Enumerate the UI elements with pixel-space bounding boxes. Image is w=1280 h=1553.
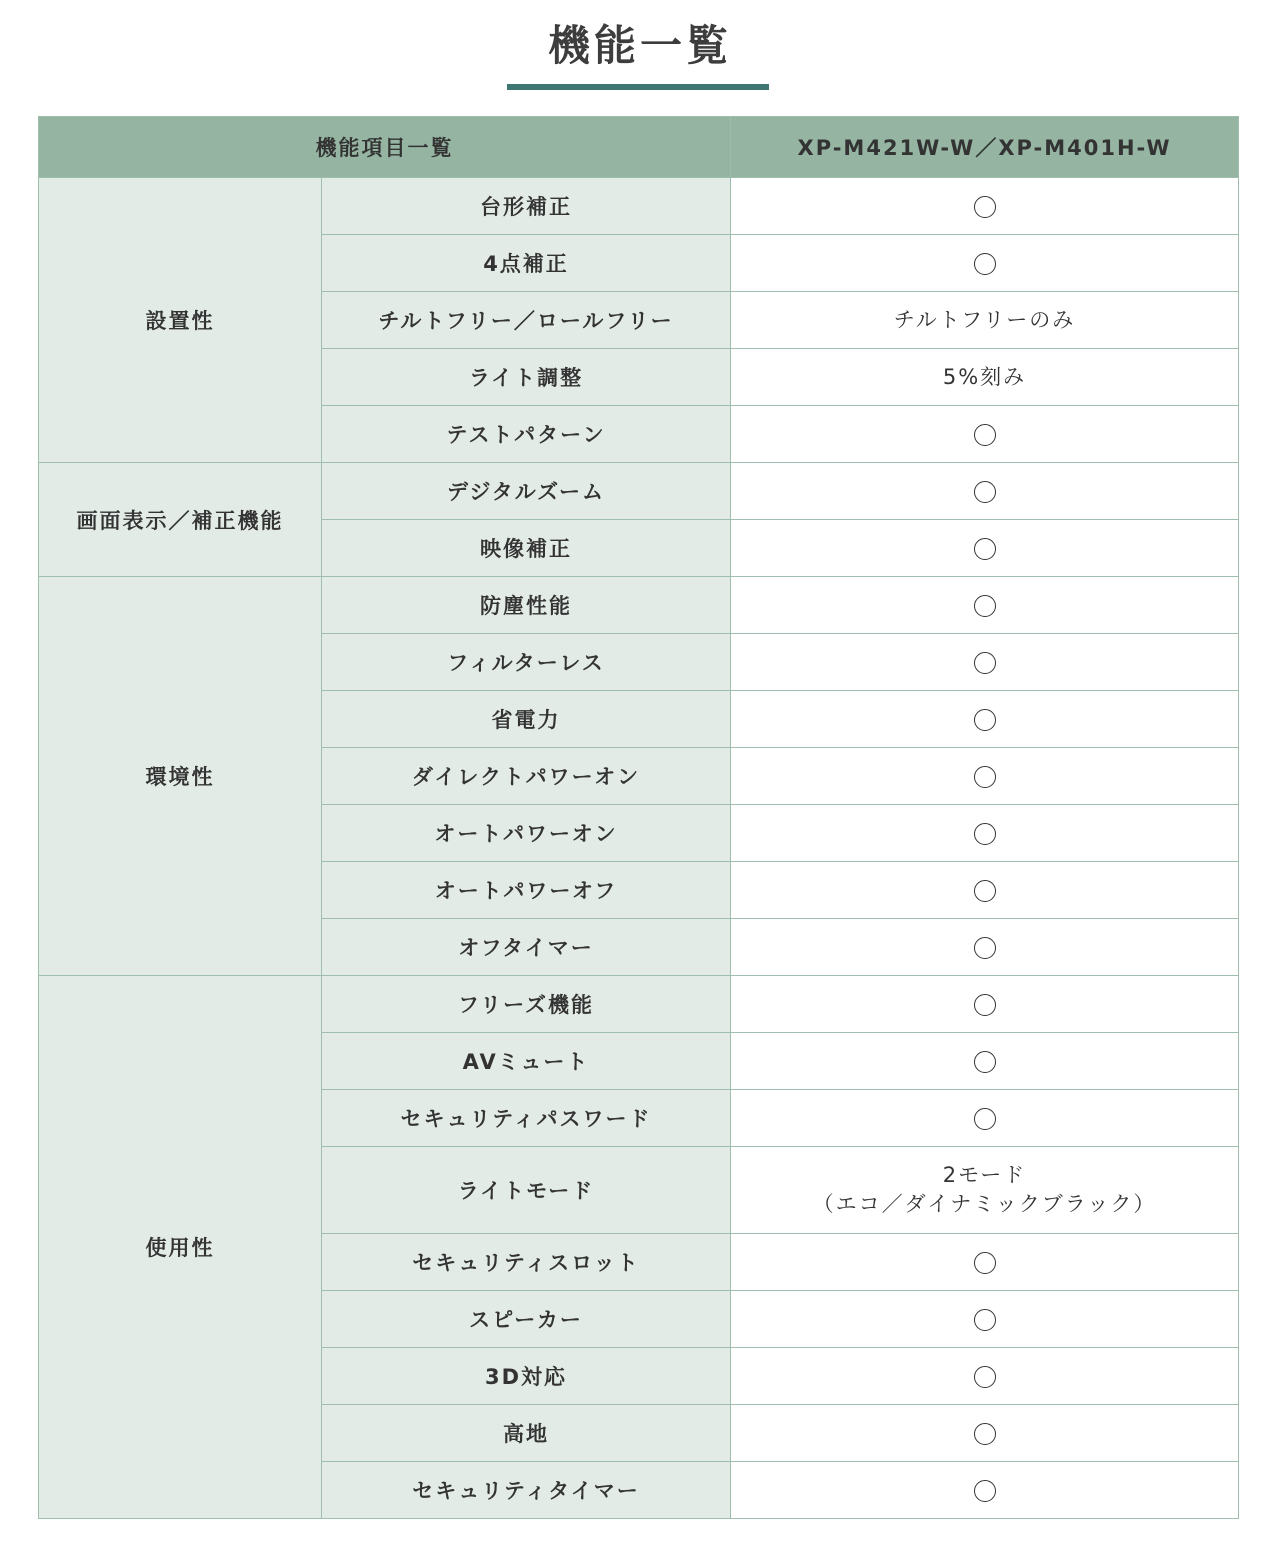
feature-value-cell	[731, 1033, 1239, 1090]
feature-value-cell	[731, 235, 1239, 292]
category-cell: 画面表示／補正機能	[39, 463, 322, 577]
supported-circle-icon	[974, 481, 996, 503]
feature-name-cell: オートパワーオフ	[322, 862, 731, 919]
feature-value-text: チルトフリーのみ	[893, 307, 1076, 332]
header-model: XP-M421W-W／XP-M401H-W	[731, 117, 1239, 178]
supported-circle-icon	[974, 1423, 996, 1445]
feature-name-cell: ダイレクトパワーオン	[322, 748, 731, 805]
feature-name-cell: フリーズ機能	[322, 976, 731, 1033]
supported-circle-icon	[974, 766, 996, 788]
feature-name-cell: 省電力	[322, 691, 731, 748]
supported-circle-icon	[974, 1309, 996, 1331]
supported-circle-icon	[974, 253, 996, 275]
feature-name-cell: オートパワーオン	[322, 805, 731, 862]
feature-value-cell	[731, 919, 1239, 976]
feature-table	[38, 116, 1239, 1519]
feature-name-cell: 高地	[322, 1405, 731, 1462]
title-underline	[507, 84, 769, 90]
feature-value-cell	[731, 634, 1239, 691]
supported-circle-icon	[974, 994, 996, 1016]
feature-name-cell: 映像補正	[322, 520, 731, 577]
supported-circle-icon	[974, 424, 996, 446]
supported-circle-icon	[974, 1366, 996, 1388]
feature-value-cell	[731, 1090, 1239, 1147]
supported-circle-icon	[974, 1051, 996, 1073]
feature-value-cell	[731, 292, 1239, 349]
feature-value-text-line2: （エコ／ダイナミックブラック）	[812, 1192, 1157, 1216]
supported-circle-icon	[974, 823, 996, 845]
table-header-row	[39, 117, 1239, 178]
feature-value-cell	[731, 463, 1239, 520]
feature-value-cell	[731, 406, 1239, 463]
feature-value-cell	[731, 1405, 1239, 1462]
category-cell: 設置性	[39, 178, 322, 463]
header-feature-items: 機能項目一覧	[39, 117, 731, 178]
feature-name-cell: ライトモード	[322, 1147, 731, 1234]
table-row	[39, 577, 1239, 634]
feature-name-cell: フィルターレス	[322, 634, 731, 691]
feature-name-cell: セキュリティパスワード	[322, 1090, 731, 1147]
table-body	[39, 178, 1239, 1519]
feature-name-cell: スピーカー	[322, 1291, 731, 1348]
feature-value-cell	[731, 520, 1239, 577]
feature-name-cell: テストパターン	[322, 406, 731, 463]
supported-circle-icon	[974, 880, 996, 902]
feature-value-cell	[731, 691, 1239, 748]
title-area	[0, 0, 1280, 74]
page-title: 機能一覧	[547, 21, 732, 70]
supported-circle-icon	[974, 709, 996, 731]
supported-circle-icon	[974, 595, 996, 617]
feature-name-cell: セキュリティタイマー	[322, 1462, 731, 1519]
feature-value-cell	[731, 178, 1239, 235]
supported-circle-icon	[974, 538, 996, 560]
feature-value-cell	[731, 577, 1239, 634]
table-row	[39, 463, 1239, 520]
table-row	[39, 976, 1239, 1033]
feature-value-cell	[731, 862, 1239, 919]
feature-name-cell: 防塵性能	[322, 577, 731, 634]
feature-value-cell	[731, 805, 1239, 862]
feature-value-cell	[731, 349, 1239, 406]
supported-circle-icon	[974, 937, 996, 959]
feature-value-cell	[731, 1291, 1239, 1348]
feature-name-cell: ライト調整	[322, 349, 731, 406]
feature-name-cell: 台形補正	[322, 178, 731, 235]
supported-circle-icon	[974, 1252, 996, 1274]
supported-circle-icon	[974, 652, 996, 674]
feature-value-cell	[731, 1147, 1239, 1234]
feature-name-cell: デジタルズーム	[322, 463, 731, 520]
category-cell: 使用性	[39, 976, 322, 1519]
feature-name-cell: チルトフリー／ロールフリー	[322, 292, 731, 349]
feature-name-cell: オフタイマー	[322, 919, 731, 976]
feature-value-text: 5%刻み	[942, 364, 1027, 389]
supported-circle-icon	[974, 1108, 996, 1130]
feature-value-cell	[731, 1462, 1239, 1519]
feature-value-cell	[731, 976, 1239, 1033]
feature-value-cell	[731, 1234, 1239, 1291]
feature-value-cell	[731, 1348, 1239, 1405]
feature-name-cell: 4点補正	[322, 235, 731, 292]
supported-circle-icon	[974, 196, 996, 218]
table-row	[39, 178, 1239, 235]
feature-name-cell: 3D対応	[322, 1348, 731, 1405]
feature-name-cell: セキュリティスロット	[322, 1234, 731, 1291]
feature-value-cell	[731, 748, 1239, 805]
feature-name-cell: AVミュート	[322, 1033, 731, 1090]
supported-circle-icon	[974, 1480, 996, 1502]
feature-value-text: 2モード	[942, 1163, 1027, 1187]
category-cell: 環境性	[39, 577, 322, 976]
